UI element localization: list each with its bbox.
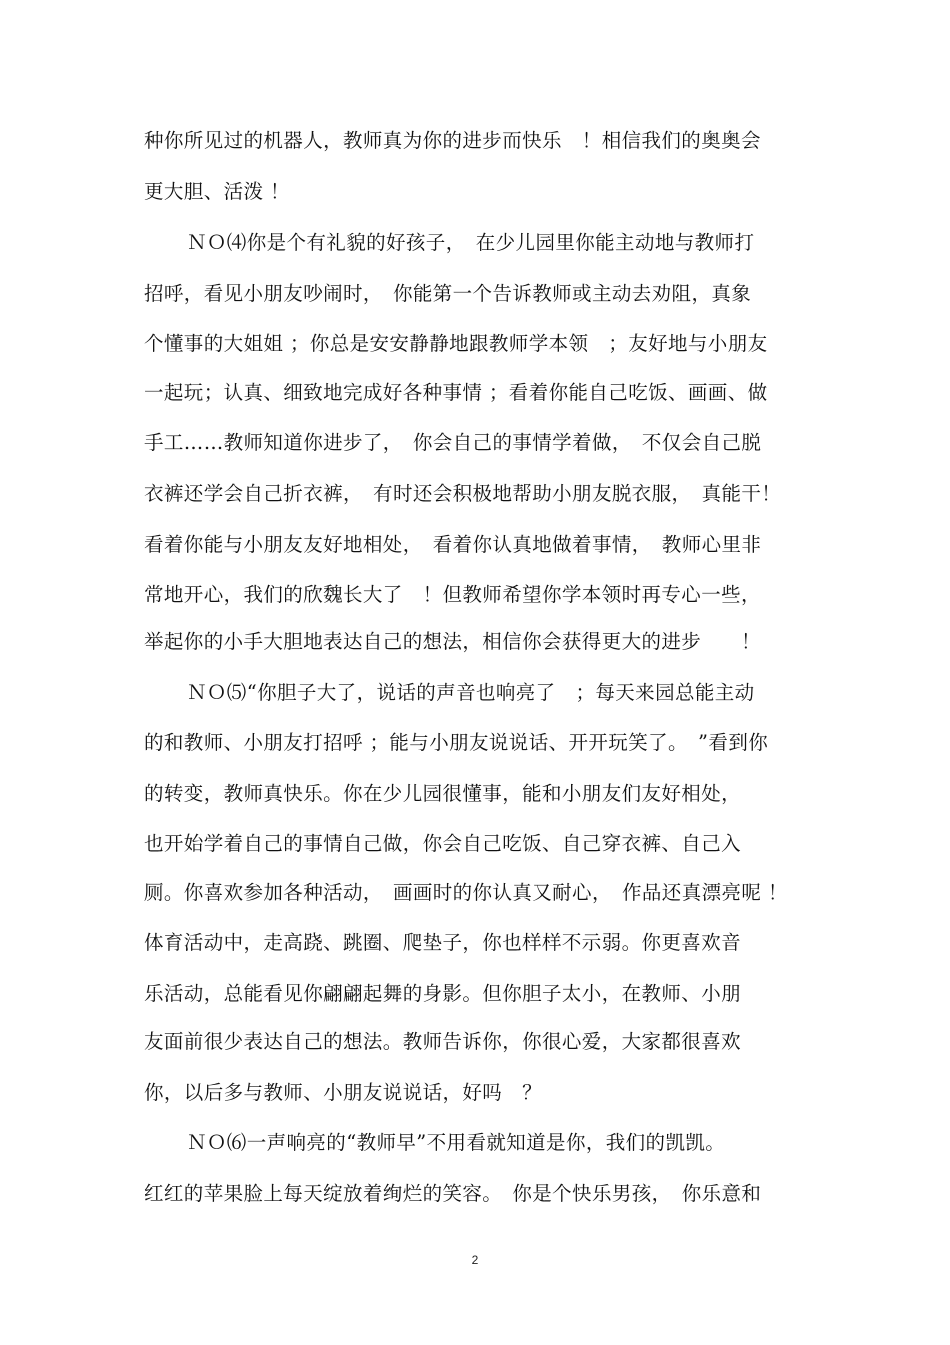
text-line: 也开始学着自己的事情自己做，你会自己吃饭、自己穿衣裤、自己入 [144,832,742,855]
text-line: 衣裤还学会自己折衣裤， 有时还会积极地帮助小朋友脱衣服， 真能干！ [144,482,782,505]
text-line: 举起你的小手大胆地表达自己的想法，相信你会获得更大的进步 ！ [144,630,761,653]
text-line: 体育活动中，走高跷、跳圈、爬垫子，你也样样不示弱。你更喜欢音 [144,931,742,954]
text-line: 常地开心，我们的欣魏长大了 ！但教师希望你学本领时再专心一些， [144,583,761,606]
text-line: 乐活动，总能看见你翩翩起舞的身影。但你胆子太小，在教师、小朋 [144,982,742,1005]
text-line: 看着你能与小朋友友好地相处， 看着你认真地做着事情， 教师心里非 [144,533,762,556]
text-line: 你，以后多与教师、小朋友说说话，好吗 ？ [144,1081,543,1104]
text-line: 一起玩；认真、细致地完成好各种事情 ；看着你能自己吃饭、画画、做 [144,381,768,404]
page-number: 2 [471,1253,479,1267]
text-line: 厕。你喜欢参加各种活动， 画画时的你认真又耐心， 作品还真漂亮呢 ！ [144,881,788,904]
text-line: 个懂事的大姐姐 ；你总是安安静静地跟教师学本领 ；友好地与小朋友 [144,332,768,355]
text-line: 手工……教师知道你进步了， 你会自己的事情学着做， 不仅会自己脱 [144,431,762,454]
text-line: 种你所见过的机器人，教师真为你的进步而快乐 ！相信我们的奥奥会 [144,129,761,152]
text-line: 红红的苹果脸上每天绽放着绚烂的笑容。 你是个快乐男孩， 你乐意和 [144,1182,762,1205]
paragraph-start-line: ＮＯ⑸“你胆子大了，说话的声音也响亮了 ；每天来园总能主动 [187,681,755,704]
text-line: 招呼，看见小朋友吵闹时， 你能第一个告诉教师或主动去劝阻，真象 [144,282,752,305]
paragraph-start-line: ＮＯ⑷你是个有礼貌的好孩子， 在少儿园里你能主动地与教师打 [187,231,755,254]
text-line: 更大胆、活泼 ！ [144,180,290,203]
text-line: 友面前很少表达自己的想法。教师告诉你，你很心爱，大家都很喜欢 [144,1030,742,1053]
text-line: 的转变，教师真快乐。你在少儿园很懂事，能和小朋友们友好相处， [144,782,742,805]
text-line: 的和教师、小朋友打招呼 ；能与小朋友说说话、开开玩笑了。 ”看到你 [144,731,769,754]
paragraph-start-line: ＮＯ⑹一声响亮的“教师早”不用看就知道是你，我们的凯凯。 [187,1131,726,1154]
